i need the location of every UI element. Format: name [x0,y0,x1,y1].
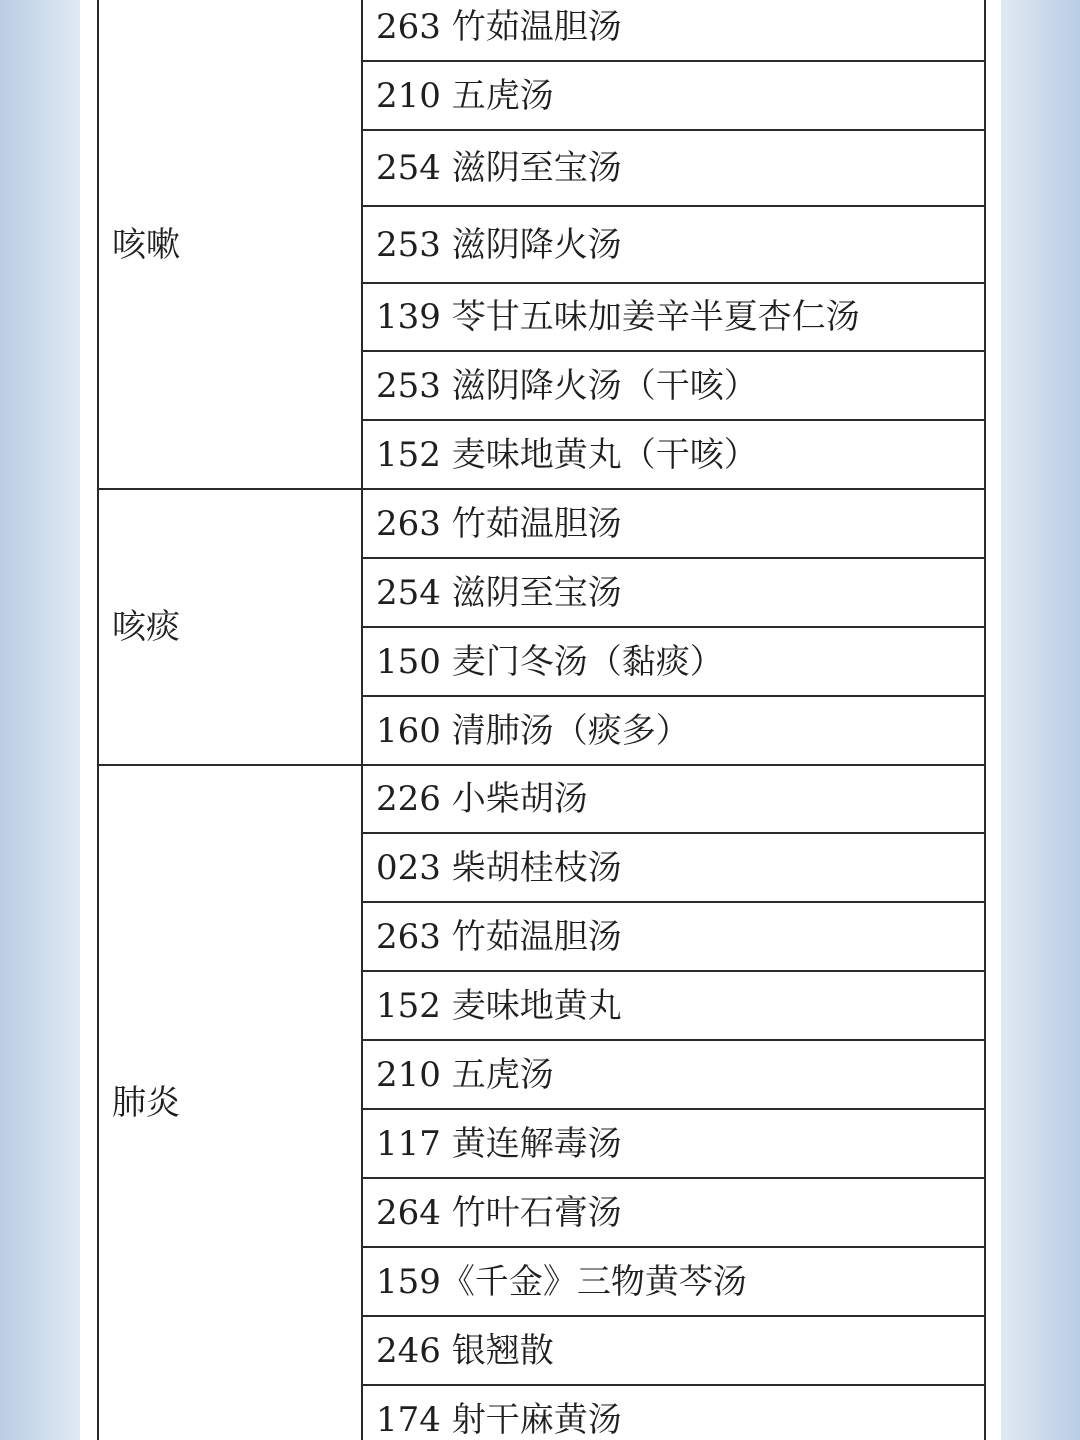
category-label: 肺炎 [112,1083,180,1123]
formula-item: 139 苓甘五味加姜辛半夏杏仁汤 [376,297,860,337]
row-divider [361,1384,986,1386]
row-divider [361,1039,986,1041]
formula-item: 253 滋阴降火汤 [376,225,622,265]
row-divider [361,695,986,697]
formula-item: 253 滋阴降火汤（干咳） [376,366,758,406]
formula-item: 226 小柴胡汤 [376,779,588,819]
formula-item: 152 麦味地黄丸（干咳） [376,435,758,475]
group-divider [97,488,986,490]
formula-item: 174 射干麻黄汤 [376,1400,622,1440]
row-divider [361,901,986,903]
formula-item: 254 滋阴至宝汤 [376,573,622,613]
formula-item: 263 竹茹温胆汤 [376,504,622,544]
formula-item: 263 竹茹温胆汤 [376,7,622,47]
formula-item: 117 黄连解毒汤 [376,1124,622,1164]
formula-item: 210 五虎汤 [376,76,554,116]
row-divider [361,1177,986,1179]
formula-item: 210 五虎汤 [376,1055,554,1095]
group-divider [97,764,986,766]
row-divider [361,1315,986,1317]
formula-item: 263 竹茹温胆汤 [376,917,622,957]
category-label: 咳痰 [112,607,180,647]
table-border-right [984,0,986,1440]
category-label: 咳嗽 [112,225,180,265]
formula-item: 254 滋阴至宝汤 [376,148,622,188]
table-border-left [97,0,99,1440]
row-divider [361,1108,986,1110]
table-column-divider [361,0,363,1440]
formula-item: 150 麦门冬汤（黏痰） [376,642,724,682]
formula-item: 023 柴胡桂枝汤 [376,848,622,888]
row-divider [361,1246,986,1248]
row-divider [361,970,986,972]
row-divider [361,557,986,559]
formula-item: 246 银翘散 [376,1331,554,1371]
row-divider [361,832,986,834]
formula-item: 160 清肺汤（痰多） [376,711,690,751]
row-divider [361,626,986,628]
row-divider [361,60,986,62]
row-divider [361,282,986,284]
row-divider [361,205,986,207]
row-divider [361,350,986,352]
formula-item: 159《千金》三物黄芩汤 [376,1262,747,1302]
formula-item: 264 竹叶石膏汤 [376,1193,622,1233]
formula-item: 152 麦味地黄丸 [376,986,622,1026]
row-divider [361,129,986,131]
row-divider [361,419,986,421]
